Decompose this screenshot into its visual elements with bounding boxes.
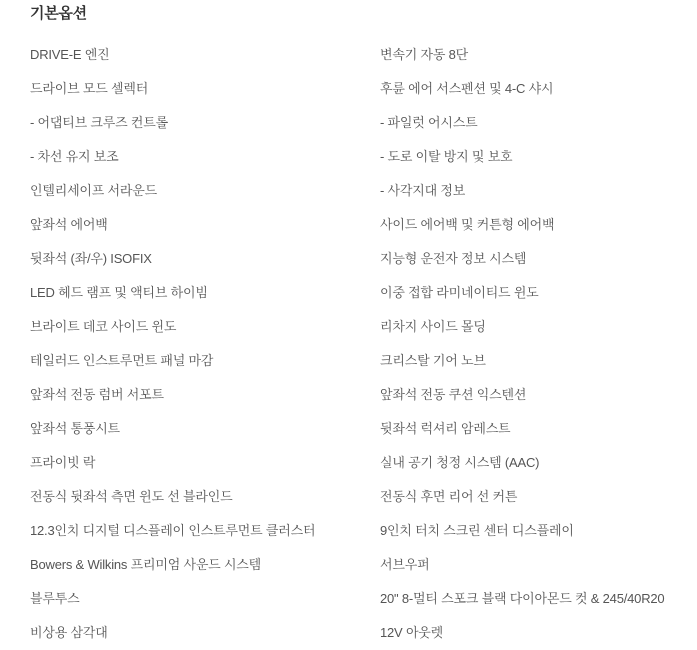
list-item: 사이드 에어백 및 커튼형 에어백: [380, 217, 555, 232]
list-item: 전동식 후면 리어 선 커튼: [380, 489, 518, 504]
list-item: 서브우퍼: [380, 557, 430, 572]
list-item: 블루투스: [30, 591, 80, 606]
list-item: 실내 공기 청정 시스템 (AAC): [380, 455, 540, 470]
list-item: - 파일럿 어시스트: [380, 115, 478, 130]
list-item: 뒷좌석 (좌/우) ISOFIX: [30, 251, 152, 266]
page-title: 기본옵션: [30, 5, 87, 22]
list-item: 뒷좌석 럭셔리 암레스트: [380, 421, 511, 436]
spec-column-left: [0, 38, 340, 650]
spec-column-right: [340, 38, 697, 650]
list-item: 지능형 운전자 정보 시스템: [380, 251, 527, 266]
list-item: - 차선 유지 보조: [30, 149, 119, 164]
list-item: 앞좌석 전동 쿠션 익스텐션: [380, 387, 527, 402]
list-item: 후륜 에어 서스펜션 및 4-C 샤시: [380, 81, 554, 96]
list-item: - 사각지대 정보: [380, 183, 466, 198]
list-item: LED 헤드 램프 및 액티브 하이빔: [30, 285, 208, 300]
list-item: 20" 8-멀티 스포크 블랙 다이아몬드 컷 & 245/40R20: [380, 591, 665, 606]
list-item: 드라이브 모드 셀렉터: [30, 81, 149, 96]
list-item: - 어댑티브 크루즈 컨트롤: [30, 115, 168, 130]
list-item: 크리스탈 기어 노브: [380, 353, 486, 368]
list-item: 9인치 터치 스크린 센터 디스플레이: [380, 523, 574, 538]
list-item: 12V 아웃렛: [380, 625, 444, 640]
list-item: 앞좌석 전동 럼버 서포트: [30, 387, 164, 402]
list-item: 변속기 자동 8단: [380, 47, 469, 62]
list-item: Bowers & Wilkins 프리미엄 사운드 시스템: [30, 557, 262, 572]
list-item: DRIVE-E 엔진: [30, 47, 110, 62]
list-item: 비상용 삼각대: [30, 625, 108, 640]
list-item: 리차지 사이드 몰딩: [380, 319, 486, 334]
list-item: 전동식 뒷좌석 측면 윈도 선 블라인드: [30, 489, 233, 504]
list-item: 테일러드 인스트루먼트 패널 마감: [30, 353, 214, 368]
list-item: 12.3인치 디지털 디스플레이 인스트루먼트 클러스터: [30, 523, 316, 538]
spec-columns: [0, 38, 697, 650]
list-item: 브라이트 데코 사이드 윈도: [30, 319, 177, 334]
list-item: 프라이빗 락: [30, 455, 96, 470]
list-item: 앞좌석 에어백: [30, 217, 108, 232]
list-item: 인텔리세이프 서라운드: [30, 183, 157, 198]
list-item: 이중 접합 라미네이티드 윈도: [380, 285, 539, 300]
list-item: 앞좌석 통풍시트: [30, 421, 120, 436]
list-item: - 도로 이탈 방지 및 보호: [380, 149, 513, 164]
